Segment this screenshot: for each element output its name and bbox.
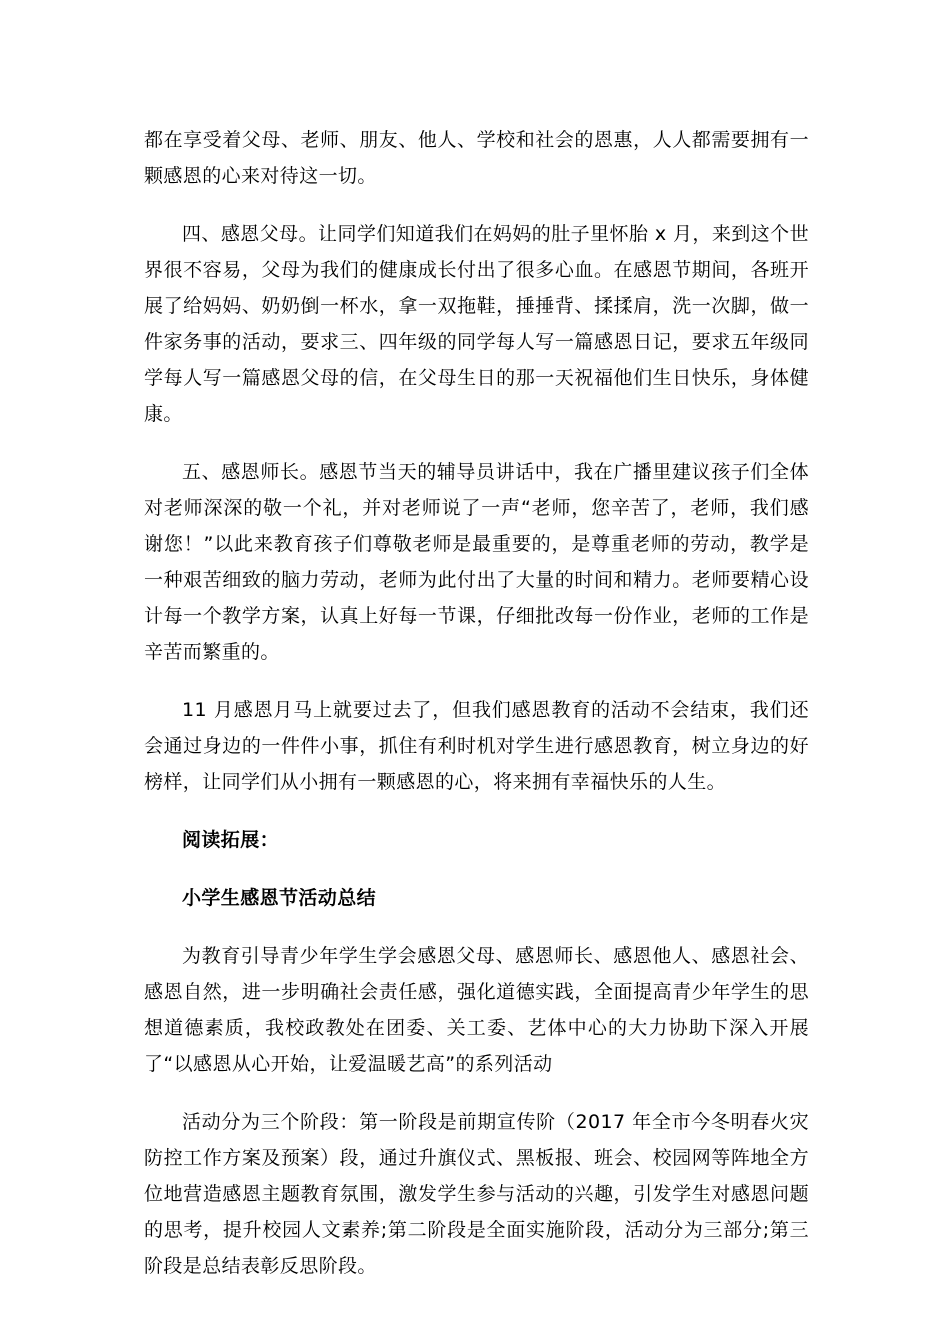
heading-reading-extension: 阅读拓展： <box>182 829 280 851</box>
document-body <box>144 122 809 1306</box>
paragraph-continuation: 都在享受着父母、老师、朋友、他人、学校和社会的恩惠，人人都需要拥有一颗感恩的心来对待这一切。 <box>144 129 809 187</box>
paragraph-purpose: 为教育引导青少年学生学会感恩父母、感恩师长、感恩他人、感恩社会、感恩自然，进一步明确社会责任感，强化道德实践，全面提高青少年学生的思想道德素质，我校政教处在团委、关工委、艺体中心的大力协助下深入开展了“以感恩从心开始，让爱温暖艺高”的系列活动 <box>144 945 809 1075</box>
paragraph-thank-parents: 四、感恩父母。让同学们知道我们在妈妈的肚子里怀胎 x 月，来到这个世界很不容易，父母为我们的健康成长付出了很多心血。在感恩节期间，各班开展了给妈妈、奶奶倒一杯水，拿一双拖鞋，捶捶背、揉揉肩，洗一次脚，做一件家务事的活动，要求三、四年级的同学每人写一篇感恩日记，要求五年级同学每人写一篇感恩父母的信，在父母生日的那一天祝福他们生日快乐，身体健康。 <box>144 223 809 425</box>
paragraph-november: 11 月感恩月马上就要过去了，但我们感恩教育的活动不会结束，我们还会通过身边的一件件小事，抓住有利时机对学生进行感恩教育，树立身边的好榜样，让同学们从小拥有一颗感恩的心，将来拥有幸福快乐的人生。 <box>144 699 809 793</box>
heading-summary-title: 小学生感恩节活动总结 <box>182 887 377 909</box>
paragraph-thank-teachers: 五、感恩师长。感恩节当天的辅导员讲话中，我在广播里建议孩子们全体对老师深深的敬一个礼，并对老师说了一声“老师，您辛苦了，老师，我们感谢您！”以此来教育孩子们尊敬老师是最重要的，是尊重老师的劳动，教学是一种艰苦细致的脑力劳动，老师为此付出了大量的时间和精力。老师要精心设计每一个教学方案，认真上好每一节课，仔细批改每一份作业，老师的工作是辛苦而繁重的。 <box>144 461 809 663</box>
paragraph-stages: 活动分为三个阶段：第一阶段是前期宣传阶（2017 年全市今冬明春火灾防控工作方案及预案）段，通过升旗仪式、黑板报、班会、校园网等阵地全方位地营造感恩主题教育氛围，激发学生参与活动的兴趣，引发学生对感恩问题的思考，提升校园人文素养;第二阶段是全面实施阶段，活动分为三部分;第三阶段是总结表彰反思阶段。 <box>144 1111 809 1277</box>
